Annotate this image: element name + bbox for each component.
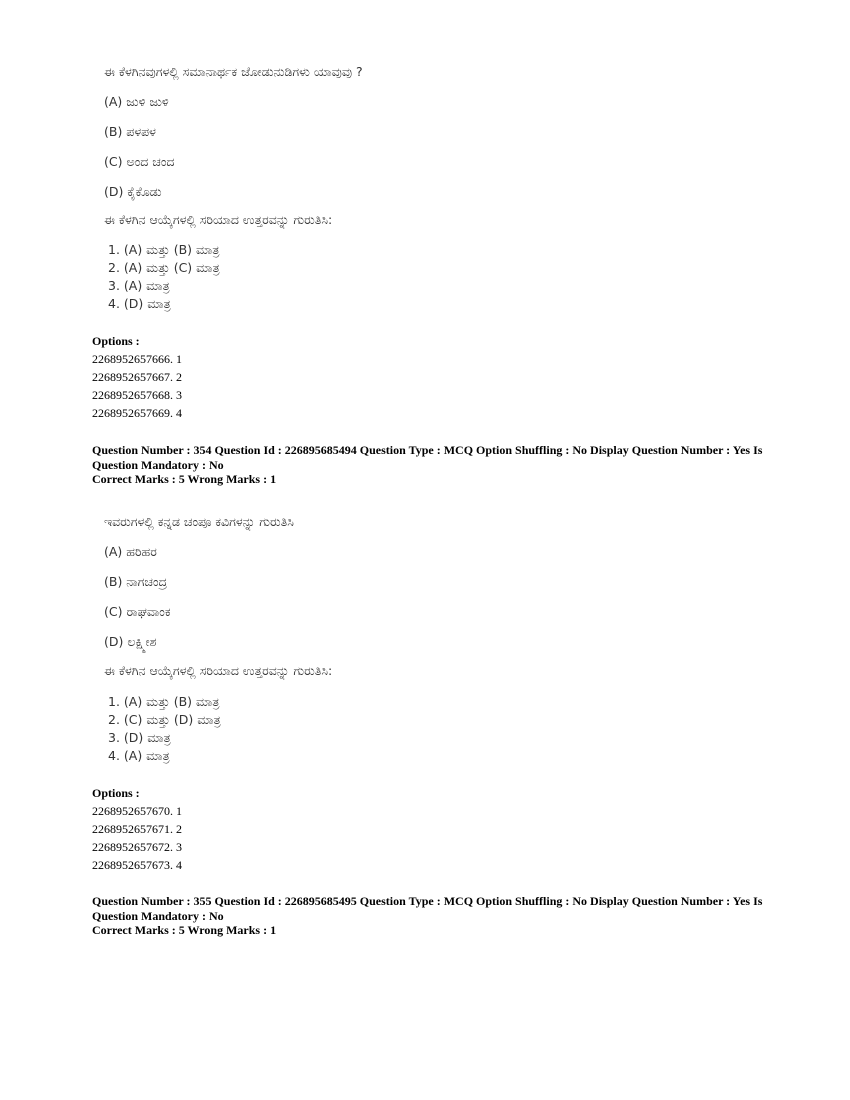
question-355-meta bbox=[92, 894, 772, 938]
question-prompt: ಈ ಕೆಳಗಿನವುಗಳಲ್ಲಿ ಸಮಾನಾರ್ಥಕ ಜೋಡುನುಡಿಗಳು ಯಾವುವು ? bbox=[104, 64, 363, 79]
option-id-2: 2268952657671. 2 bbox=[92, 822, 182, 836]
answer-option-4: 4. (D) ಮಾತ್ರ bbox=[108, 296, 171, 311]
answer-instruction: ಈ ಕೆಳಗಿನ ಆಯ್ಕೆಗಳಲ್ಲಿ ಸರಿಯಾದ ಉತ್ತರವನ್ನು ಗುರುತಿಸಿ: bbox=[104, 212, 333, 227]
choice-d: (D) ಲಕ್ಷ್ಮೀಶ bbox=[104, 634, 157, 649]
answer-option-4: 4. (A) ಮಾತ್ರ bbox=[108, 748, 170, 763]
marks-line: Correct Marks : 5 Wrong Marks : 1 bbox=[92, 472, 277, 486]
options-block-354 bbox=[92, 784, 182, 874]
answer-list bbox=[108, 693, 221, 765]
option-id-3: 2268952657672. 3 bbox=[92, 840, 182, 854]
option-id-1: 2268952657670. 1 bbox=[92, 804, 182, 818]
choice-b: (B) ನಾಗಚಂದ್ರ bbox=[104, 574, 168, 589]
option-id-4: 2268952657669. 4 bbox=[92, 406, 182, 420]
answer-list bbox=[108, 241, 220, 313]
choice-a: (A) ಜುಳಿ ಜುಳಿ bbox=[104, 94, 169, 109]
choice-c: (C) ರಾಘವಾಂಕ bbox=[104, 604, 171, 619]
question-meta-line: Question Number : 354 Question Id : 226895685494 Question Type : MCQ Option Shuffling : No Display Question Number : Yes Is Question Mandatory : No bbox=[92, 443, 763, 472]
marks-line: Correct Marks : 5 Wrong Marks : 1 bbox=[92, 923, 277, 937]
answer-option-2: 2. (A) ಮತ್ತು (C) ಮಾತ್ರ bbox=[108, 260, 220, 275]
answer-option-1: 1. (A) ಮತ್ತು (B) ಮಾತ್ರ bbox=[108, 242, 220, 257]
option-id-4: 2268952657673. 4 bbox=[92, 858, 182, 872]
question-354-meta bbox=[92, 443, 772, 487]
choice-d: (D) ಕೈಕೊಡು bbox=[104, 184, 162, 199]
answer-instruction: ಈ ಕೆಳಗಿನ ಆಯ್ಕೆಗಳಲ್ಲಿ ಸರಿಯಾದ ಉತ್ತರವನ್ನು ಗುರುತಿಸಿ: bbox=[104, 663, 333, 678]
choice-a: (A) ಹರಿಹರ bbox=[104, 544, 157, 559]
choice-c: (C) ಅಂದ ಚಂದ bbox=[104, 154, 175, 169]
option-id-2: 2268952657667. 2 bbox=[92, 370, 182, 384]
options-header: Options : bbox=[92, 786, 140, 800]
option-id-1: 2268952657666. 1 bbox=[92, 352, 182, 366]
options-block-353 bbox=[92, 332, 182, 422]
options-header: Options : bbox=[92, 334, 140, 348]
choice-b: (B) ಪಳಪಳ bbox=[104, 124, 156, 139]
question-meta-line: Question Number : 355 Question Id : 226895685495 Question Type : MCQ Option Shuffling : No Display Question Number : Yes Is Question Mandatory : No bbox=[92, 894, 763, 923]
answer-option-2: 2. (C) ಮತ್ತು (D) ಮಾತ್ರ bbox=[108, 712, 221, 727]
answer-option-3: 3. (D) ಮಾತ್ರ bbox=[108, 730, 171, 745]
answer-option-1: 1. (A) ಮತ್ತು (B) ಮಾತ್ರ bbox=[108, 694, 220, 709]
option-id-3: 2268952657668. 3 bbox=[92, 388, 182, 402]
question-prompt: ಇವರುಗಳಲ್ಲಿ ಕನ್ನಡ ಚಂಪೂ ಕವಿಗಳನ್ನು ಗುರುತಿಸಿ bbox=[104, 514, 294, 529]
answer-option-3: 3. (A) ಮಾತ್ರ bbox=[108, 278, 170, 293]
